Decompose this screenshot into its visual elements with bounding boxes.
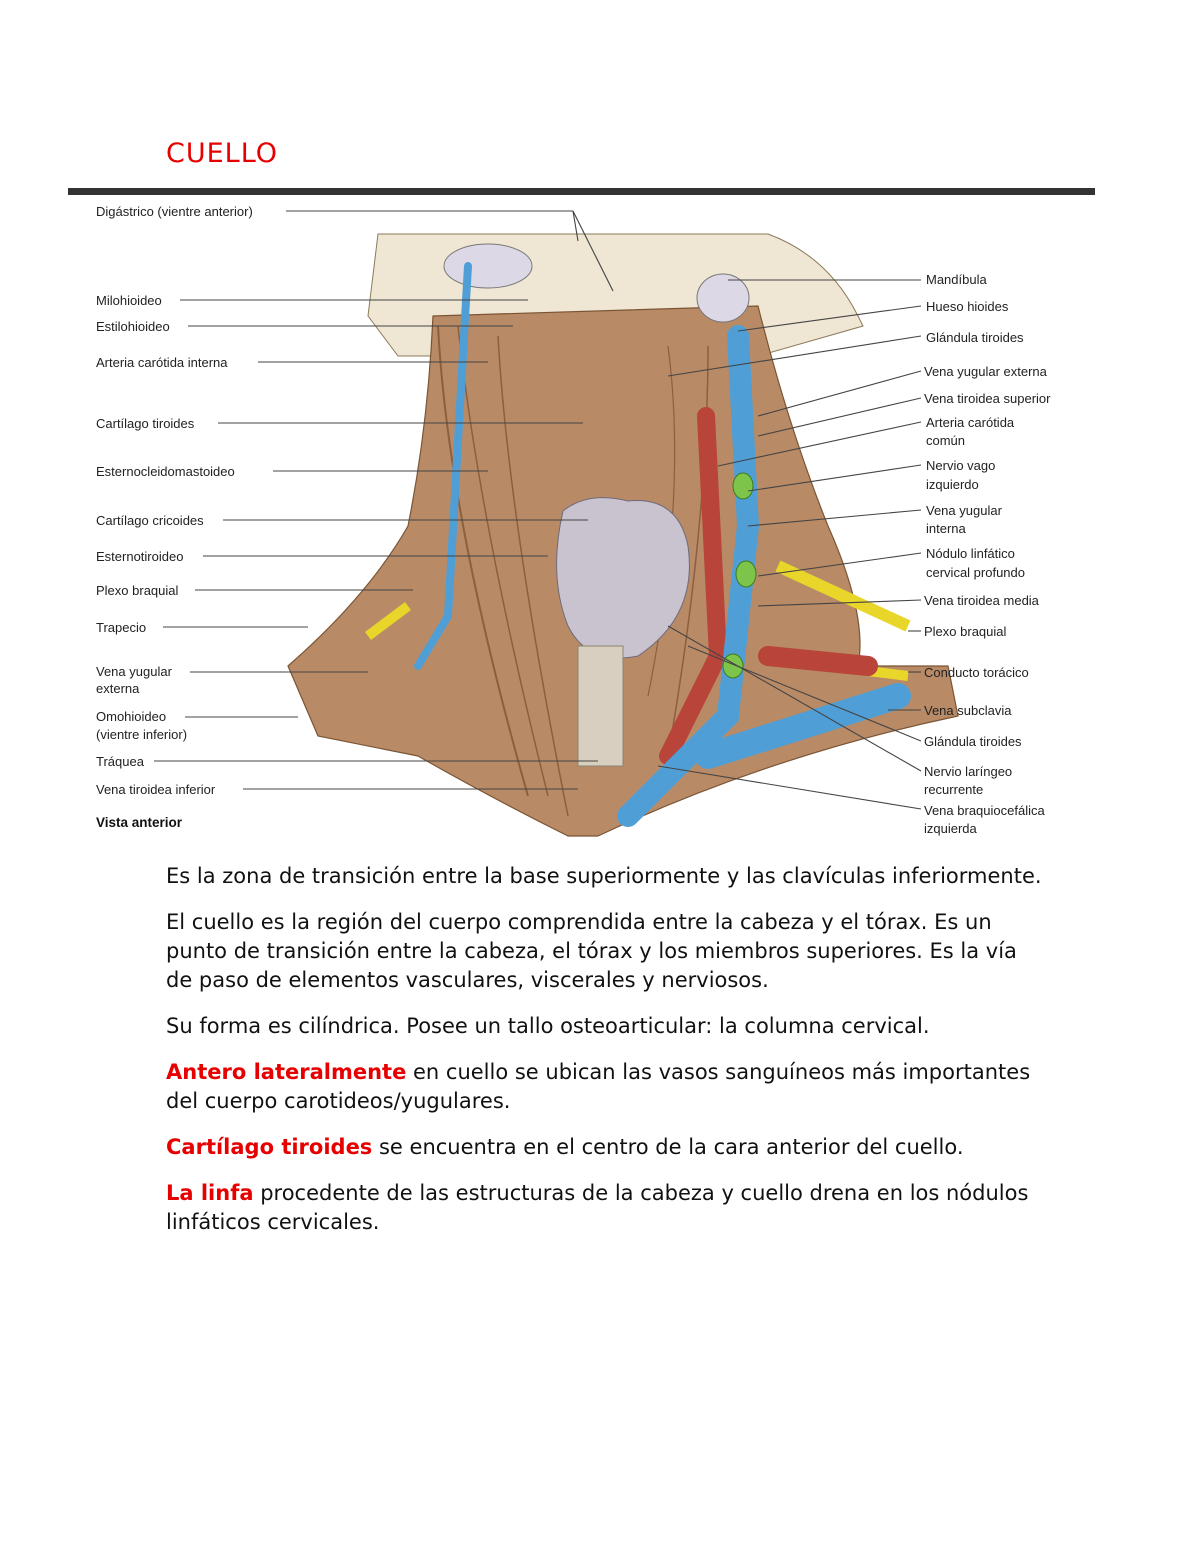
neck-anatomy-illustration — [68, 196, 1095, 841]
paragraph — [166, 1012, 1046, 1041]
label-traquea: Tráquea — [96, 754, 144, 769]
label-arteria-carotida-comun: Arteria carótida — [926, 415, 1015, 430]
label-esternocleidomastoideo: Esternocleidomastoideo — [96, 464, 235, 479]
label-vena-subclavia: Vena subclavia — [924, 703, 1012, 718]
label-vista-anterior: Vista anterior — [96, 815, 183, 830]
label-vena-braquiocefalica-2: izquierda — [924, 821, 977, 836]
paragraph-text: procedente de las estructuras de la cabeza y cuello drena en los nódulos linfáticos cervicales. — [166, 1181, 1029, 1234]
paragraph — [166, 1058, 1046, 1116]
heading-divider — [68, 188, 1095, 195]
label-digastrico: Digástrico (vientre anterior) — [96, 204, 253, 219]
paragraph — [166, 1133, 1046, 1162]
label-plexo-braquial-right: Plexo braquial — [924, 624, 1007, 639]
paragraph-text: Su forma es cilíndrica. Posee un tallo osteoarticular: la columna cervical. — [166, 1014, 930, 1038]
label-omohioideo-2: (vientre inferior) — [96, 727, 188, 742]
label-mandibula: Mandíbula — [926, 272, 987, 287]
paragraph-highlight: La linfa — [166, 1181, 254, 1205]
label-cartilago-tiroides: Cartílago tiroides — [96, 416, 195, 431]
label-nervio-laringeo-2: recurrente — [924, 782, 984, 797]
body-text — [166, 862, 1046, 1254]
paragraph — [166, 862, 1046, 891]
paragraph-text: en cuello se ubican las vasos sanguíneos más importantes del cuerpo carotideos/yugulares. — [166, 1060, 1031, 1113]
label-vena-tiroidea-media: Vena tiroidea media — [924, 593, 1039, 608]
page-heading: CUELLO — [166, 138, 279, 169]
paragraph — [166, 908, 1046, 995]
paragraph-text: Es la zona de transición entre la base superiormente y las clavículas inferiormente. — [166, 864, 1042, 888]
label-milohioideo: Milohioideo — [96, 293, 162, 308]
label-nodulo-linfatico-2: cervical profundo — [926, 565, 1025, 580]
label-hueso-hioides: Hueso hioides — [926, 299, 1009, 314]
label-vena-yugular-interna: Vena yugular — [926, 503, 1002, 518]
label-vena-tiroidea-superior: Vena tiroidea superior — [924, 391, 1051, 406]
label-vena-yugular-interna-2: interna — [926, 521, 966, 536]
label-arteria-carotida-comun-2: común — [926, 433, 966, 448]
paragraph-text: se encuentra en el centro de la cara anterior del cuello. — [372, 1135, 964, 1159]
label-vena-yugular-externa-right: Vena yugular externa — [924, 364, 1047, 379]
label-vena-yugular-externa-left-2: externa — [96, 681, 140, 696]
label-glandula-tiroides-lower: Glándula tiroides — [924, 734, 1022, 749]
paragraph-text: El cuello es la región del cuerpo comprendida entre la cabeza y el tórax. Es un punto de transición entre la cabeza, el tórax y los miembros superiores. Es la vía de paso de elementos vasculares, viscerales y nerviosos. — [166, 910, 1017, 992]
label-vena-braquiocefalica: Vena braquiocefálica — [924, 803, 1045, 818]
label-glandula-tiroides-upper: Glándula tiroides — [926, 330, 1024, 345]
label-cartilago-cricoides: Cartílago cricoides — [96, 513, 204, 528]
label-vena-tiroidea-inferior: Vena tiroidea inferior — [96, 782, 216, 797]
paragraph — [166, 1179, 1046, 1237]
label-nervio-vago-2: izquierdo — [926, 477, 979, 492]
label-plexo-braquial-left: Plexo braquial — [96, 583, 179, 598]
label-vena-yugular-externa-left: Vena yugular — [96, 664, 172, 679]
label-trapecio: Trapecio — [96, 620, 147, 635]
label-nodulo-linfatico: Nódulo linfático — [926, 546, 1015, 561]
paragraph-highlight: Antero lateralmente — [166, 1060, 407, 1084]
label-arteria-carotida-interna: Arteria carótida interna — [96, 355, 228, 370]
label-nervio-laringeo: Nervio laríngeo — [924, 764, 1013, 779]
label-esternotiroideo: Esternotiroideo — [96, 549, 184, 564]
label-omohioideo: Omohioideo — [96, 709, 167, 724]
label-estilohioideo: Estilohioideo — [96, 319, 170, 334]
label-nervio-vago: Nervio vago — [926, 458, 996, 473]
label-conducto-toracico: Conducto torácico — [924, 665, 1029, 680]
paragraph-highlight: Cartílago tiroides — [166, 1135, 373, 1159]
